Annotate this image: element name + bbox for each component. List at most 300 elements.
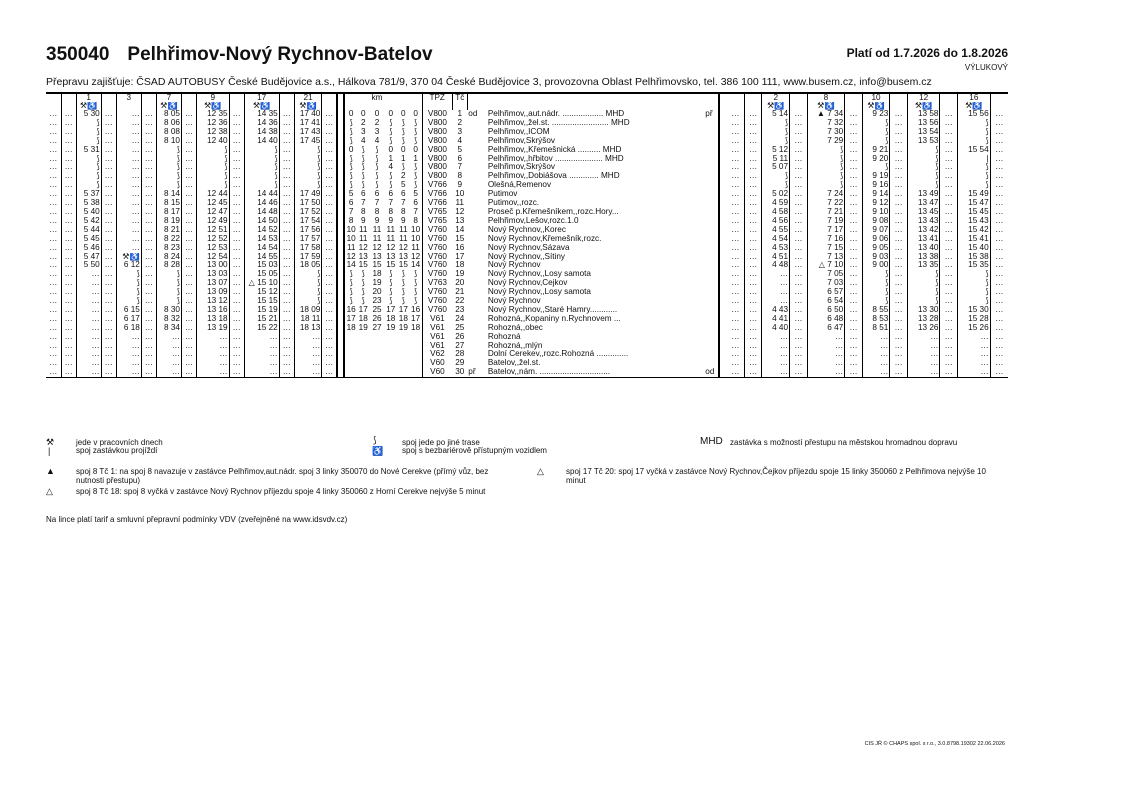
time-cell: … — [790, 119, 808, 128]
km-cell: 7 — [388, 199, 394, 208]
time-cell: … — [229, 181, 244, 190]
spacer-cell — [719, 306, 727, 315]
time-cell: … — [116, 155, 141, 164]
km-cell: ⟆ — [361, 279, 365, 288]
time-cell: … — [101, 155, 116, 164]
time-cell: … — [940, 217, 958, 226]
table-row — [46, 208, 1008, 217]
spacer-cell — [337, 333, 345, 342]
arrival-marker-cell — [704, 297, 719, 306]
spacer-cell — [719, 279, 727, 288]
time-cell: 9 06 — [862, 235, 890, 244]
timetable-table — [46, 94, 1008, 377]
time-cell: … — [790, 359, 808, 368]
km-cell: 8 — [388, 207, 394, 216]
time-cell: 6 12 — [116, 261, 141, 270]
time-cell: … — [49, 288, 58, 297]
time-cell: … — [862, 333, 890, 342]
km-cell: 19 — [398, 323, 408, 332]
time-cell: … — [229, 359, 244, 368]
km-cell: 15 — [386, 261, 396, 270]
time-cell: 13 16 — [196, 306, 229, 315]
time-cell: … — [744, 261, 762, 270]
time-cell: … — [116, 333, 141, 342]
tpz-header-cell: TPZ — [422, 94, 452, 102]
km-cell: ⟆ — [344, 155, 357, 164]
time-cell: … — [116, 368, 141, 377]
tpz-header-cell — [422, 102, 452, 110]
time-cell: … — [845, 208, 863, 217]
time-cell: 8 53 — [862, 315, 890, 324]
time-cell: … — [790, 350, 808, 359]
km-cell: 0 — [344, 110, 357, 119]
km-cell: ⟆ — [375, 154, 379, 163]
time-cell: … — [790, 110, 808, 119]
km-cell: ⟆ — [414, 172, 418, 181]
spacer-cell — [719, 368, 727, 377]
time-cell: … — [61, 306, 76, 315]
time-cell: 8 28 — [156, 261, 181, 270]
trip-header-cell: ⚒♿ — [244, 102, 279, 110]
time-cell: … — [279, 155, 294, 164]
time-cell: … — [49, 234, 58, 243]
departure-marker-cell — [467, 199, 485, 208]
time-cell: 7 24 — [807, 190, 845, 199]
time-cell: … — [116, 119, 141, 128]
time-cell: … — [156, 333, 181, 342]
time-cell: … — [790, 279, 808, 288]
time-cell: 12 53 — [196, 244, 229, 253]
time-cell: … — [141, 279, 156, 288]
time-cell: ⟆ — [244, 181, 279, 190]
time-cell: … — [845, 253, 863, 262]
time-cell: … — [101, 128, 116, 137]
time-cell: … — [731, 341, 740, 350]
time-cell: 5 42 — [76, 217, 101, 226]
time-cell: … — [279, 208, 294, 217]
time-cell: … — [101, 244, 116, 253]
time-cell: … — [322, 244, 337, 253]
time-cell: … — [744, 181, 762, 190]
spacer-cell — [337, 368, 345, 377]
time-cell: … — [61, 146, 76, 155]
time-cell: … — [907, 333, 940, 342]
time-cell: … — [116, 181, 141, 190]
time-cell: … — [990, 235, 1008, 244]
spacer-cell — [719, 359, 727, 368]
station-name: Pelhřimov,,Dobiášova ............. MHD — [487, 172, 620, 181]
km-cell: 6 — [344, 199, 357, 208]
time-cell: … — [940, 226, 958, 235]
legend-note-1: spoj 8 Tč 1: na spoj 8 navazuje v zastávce Pelhřimov,aut.nádr. spoj 3 linky 350070 do Nové Cerekve (přímý vůz, bez nutnosti přestupu) — [76, 467, 489, 485]
time-cell: 17 59 — [294, 253, 322, 262]
time-cell: 4 55 — [762, 226, 790, 235]
arrival-marker-cell — [704, 261, 719, 270]
time-cell: … — [731, 297, 740, 306]
time-cell: … — [322, 146, 337, 155]
time-cell: 15 43 — [958, 217, 991, 226]
station-name: Rohozná,,Kopaniny n.Rychnovem ... — [487, 314, 621, 323]
time-cell: … — [279, 119, 294, 128]
spacer-cell — [337, 235, 345, 244]
time-cell: … — [279, 190, 294, 199]
time-cell: … — [744, 288, 762, 297]
time-cell: 14 46 — [244, 199, 279, 208]
station-name: Pelhřimov,Skrýšov — [487, 163, 555, 172]
time-cell: … — [61, 235, 76, 244]
time-cell: … — [279, 244, 294, 253]
time-cell: ⟆ — [762, 128, 790, 137]
trip-header-cell: 8 — [807, 94, 845, 102]
arrival-marker-cell — [704, 128, 719, 137]
time-cell: 4 51 — [762, 253, 790, 262]
trip-header-cell — [181, 102, 196, 110]
time-cell: … — [61, 155, 76, 164]
time-cell: … — [294, 368, 322, 377]
time-cell: … — [744, 119, 762, 128]
trip-header-cell — [279, 94, 294, 102]
station-name: Olešná,Remenov — [487, 181, 552, 190]
time-cell: … — [940, 368, 958, 377]
time-cell: ⟆ — [244, 172, 279, 181]
time-cell: 8 23 — [156, 244, 181, 253]
time-cell: … — [181, 253, 196, 262]
km-cell: 11 — [386, 234, 396, 243]
arrival-marker-cell — [704, 359, 719, 368]
time-cell: … — [890, 288, 908, 297]
spacer-cell — [337, 270, 345, 279]
time-cell: … — [101, 119, 116, 128]
time-cell: ⟆ — [807, 155, 845, 164]
arrival-marker-cell — [704, 163, 719, 172]
time-cell: … — [279, 306, 294, 315]
departure-marker-cell — [467, 350, 485, 359]
time-cell: … — [101, 172, 116, 181]
departure-marker-cell — [467, 253, 485, 262]
time-cell: … — [322, 342, 337, 351]
table-row — [46, 324, 1008, 333]
time-cell: … — [731, 279, 740, 288]
time-cell: … — [845, 342, 863, 351]
time-cell: 13 54 — [907, 128, 940, 137]
time-cell: … — [890, 226, 908, 235]
time-cell: … — [61, 359, 76, 368]
trip-header-cell: 1 — [76, 94, 101, 102]
stop-number-cell: 25 — [455, 323, 465, 332]
arrival-marker-cell — [704, 315, 719, 324]
time-cell: … — [731, 288, 740, 297]
station-header-cell — [704, 94, 719, 102]
time-cell: … — [790, 324, 808, 333]
spacer-cell — [719, 146, 727, 155]
km-cell: 2 — [401, 172, 406, 181]
time-cell: ⟆ — [862, 163, 890, 172]
time-cell: … — [744, 110, 762, 119]
km-cell: ⟆ — [361, 163, 365, 172]
time-cell: 8 51 — [862, 324, 890, 333]
station-name: Rohozná,,obec — [487, 323, 543, 332]
table-row — [46, 146, 1008, 155]
trip-header-cell: ⚒♿ — [156, 102, 181, 110]
time-cell: … — [279, 181, 294, 190]
km-cell: 2 — [374, 118, 380, 127]
time-cell: … — [744, 270, 762, 279]
time-cell: 13 56 — [907, 119, 940, 128]
table-row — [46, 244, 1008, 253]
departure-marker-cell — [467, 128, 485, 137]
time-cell: … — [49, 359, 58, 368]
time-cell: … — [731, 314, 740, 323]
time-cell: 8 24 — [156, 253, 181, 262]
km-cell: 11 — [372, 225, 382, 234]
time-cell: 5 12 — [762, 146, 790, 155]
stop-number-cell: 7 — [457, 163, 463, 172]
km-cell: ⟆ — [344, 128, 357, 137]
spacer-cell — [719, 253, 727, 262]
time-cell: ⟆ — [156, 297, 181, 306]
time-cell: … — [116, 146, 141, 155]
time-cell: 12 49 — [196, 217, 229, 226]
km-cell: 23 — [372, 297, 382, 306]
time-cell: … — [229, 279, 244, 288]
time-cell: … — [181, 119, 196, 128]
time-cell: … — [845, 128, 863, 137]
km-header-cell — [385, 94, 398, 102]
time-cell: 6 54 — [807, 297, 845, 306]
time-cell: … — [141, 350, 156, 359]
time-cell: … — [322, 235, 337, 244]
time-cell: 9 00 — [862, 261, 890, 270]
spacer-cell — [719, 119, 727, 128]
tpz-cell: V800 — [422, 119, 452, 128]
km-cell: ⟆ — [344, 181, 357, 190]
stop-number-cell: 10 — [455, 190, 465, 199]
arrival-marker-cell — [704, 146, 719, 155]
time-cell: … — [61, 288, 76, 297]
km-cell: 7 — [344, 208, 357, 217]
time-cell: … — [279, 253, 294, 262]
tpz-cell: V60 — [422, 359, 452, 368]
time-cell: … — [279, 324, 294, 333]
time-cell: … — [940, 306, 958, 315]
time-cell: … — [862, 342, 890, 351]
time-cell: … — [279, 297, 294, 306]
time-cell: … — [229, 208, 244, 217]
departure-marker-cell — [467, 172, 485, 181]
time-cell: … — [229, 172, 244, 181]
time-cell: … — [229, 333, 244, 342]
time-cell: … — [322, 137, 337, 146]
time-cell: … — [862, 368, 890, 377]
km-cell: 8 — [401, 207, 406, 216]
time-cell: … — [141, 217, 156, 226]
time-cell: … — [322, 333, 337, 342]
time-cell: … — [101, 217, 116, 226]
table-row — [46, 181, 1008, 190]
departure-marker-cell — [467, 244, 485, 253]
time-cell: ⟆ — [196, 172, 229, 181]
time-cell: … — [116, 350, 141, 359]
time-cell: 13 19 — [196, 324, 229, 333]
station-header-cell — [485, 102, 704, 110]
trip-header-cell — [790, 102, 808, 110]
km-cell — [385, 350, 398, 359]
time-cell: … — [229, 128, 244, 137]
time-cell: … — [61, 226, 76, 235]
km-cell: ⟆ — [414, 163, 418, 172]
trip-header-cell: 7 — [156, 94, 181, 102]
table-row — [46, 137, 1008, 146]
stop-number-cell: 9 — [457, 181, 463, 190]
passes-icon: | — [48, 446, 51, 456]
time-cell: 15 40 — [958, 244, 991, 253]
time-cell: … — [890, 350, 908, 359]
km-cell: 10 — [344, 226, 357, 235]
time-cell: … — [116, 190, 141, 199]
km-cell: 17 — [386, 305, 396, 314]
time-cell: … — [49, 136, 58, 145]
station-name: Batelov,,žel.st. — [487, 359, 541, 368]
time-cell: … — [156, 350, 181, 359]
legend-other-route: spoj jede po jiné trase — [402, 438, 480, 447]
time-cell: … — [731, 359, 740, 368]
stop-number-cell: 6 — [457, 154, 463, 163]
time-cell: … — [101, 288, 116, 297]
time-cell: … — [141, 253, 156, 262]
arrival-marker-cell — [704, 306, 719, 315]
km-cell: 5 — [413, 190, 418, 199]
time-cell: … — [61, 199, 76, 208]
time-cell: 12 45 — [196, 199, 229, 208]
time-cell: … — [61, 119, 76, 128]
time-cell: … — [244, 342, 279, 351]
time-cell: … — [181, 190, 196, 199]
time-cell: 13 00 — [196, 261, 229, 270]
time-cell: … — [322, 110, 337, 119]
time-cell: 17 49 — [294, 190, 322, 199]
time-cell: 5 40 — [76, 208, 101, 217]
time-cell: … — [790, 368, 808, 377]
time-cell: 4 58 — [762, 208, 790, 217]
trip-header-cell: ⚒♿ — [294, 102, 322, 110]
table-row — [46, 270, 1008, 279]
time-cell: 14 50 — [244, 217, 279, 226]
km-cell: 13 — [372, 252, 382, 261]
time-cell: 14 40 — [244, 137, 279, 146]
time-cell: 14 53 — [244, 235, 279, 244]
time-cell: 12 51 — [196, 226, 229, 235]
time-cell: … — [49, 110, 58, 118]
arrival-marker-cell — [704, 226, 719, 235]
time-cell: 9 05 — [862, 244, 890, 253]
time-cell: … — [181, 199, 196, 208]
time-cell: … — [196, 333, 229, 342]
time-cell: 18 11 — [294, 315, 322, 324]
time-cell: … — [181, 208, 196, 217]
time-cell: … — [744, 137, 762, 146]
time-cell: … — [279, 137, 294, 146]
time-cell: … — [141, 181, 156, 190]
time-cell: 4 43 — [762, 306, 790, 315]
time-cell: 15 42 — [958, 226, 991, 235]
time-cell: ⟆ — [294, 297, 322, 306]
km-cell: 7 — [401, 199, 406, 208]
time-cell: 9 07 — [862, 226, 890, 235]
time-cell: 18 13 — [294, 324, 322, 333]
km-cell: ⟆ — [389, 127, 393, 136]
time-cell: … — [890, 368, 908, 377]
time-cell: … — [731, 118, 740, 127]
time-cell: … — [790, 235, 808, 244]
time-cell: … — [279, 128, 294, 137]
time-cell: ⟆ — [76, 137, 101, 146]
time-cell: 14 55 — [244, 253, 279, 262]
time-cell: … — [116, 172, 141, 181]
km-cell: 18 — [386, 314, 396, 323]
spacer-cell — [337, 342, 345, 351]
time-cell: … — [76, 297, 101, 306]
time-cell: △ 15 10 — [244, 279, 279, 288]
trip-header-cell — [845, 94, 863, 102]
trip-header-cell: ⚒♿ — [762, 102, 790, 110]
time-cell: … — [845, 288, 863, 297]
km-cell: 13 — [358, 252, 368, 261]
km-cell: 12 — [386, 243, 396, 252]
time-cell: … — [940, 137, 958, 146]
spacer-cell — [337, 359, 345, 368]
time-cell: … — [61, 324, 76, 333]
spacer-cell — [719, 261, 727, 270]
trip-header-cell — [61, 102, 76, 110]
station-name: Nový Rychnov,Čejkov — [487, 279, 568, 288]
time-cell: 12 35 — [196, 110, 229, 119]
time-cell: … — [229, 297, 244, 306]
time-cell: 7 05 — [807, 270, 845, 279]
time-cell: 8 10 — [156, 137, 181, 146]
km-header-cell — [410, 102, 423, 110]
time-cell: … — [790, 261, 808, 270]
note1-icon: ▲ — [46, 466, 55, 476]
time-cell: ⟆ — [294, 146, 322, 155]
time-cell: … — [790, 146, 808, 155]
km-cell — [385, 359, 398, 368]
km-cell — [344, 342, 357, 351]
time-cell: … — [845, 359, 863, 368]
time-cell: ⟆ — [907, 163, 940, 172]
time-cell: 6 47 — [807, 324, 845, 333]
spacer-cell — [719, 297, 727, 306]
km-cell: 11 — [399, 225, 408, 234]
stop-number-cell: 1 — [457, 110, 463, 118]
time-cell: … — [116, 359, 141, 368]
time-cell: 13 07 — [196, 279, 229, 288]
time-cell: … — [181, 359, 196, 368]
time-cell: … — [181, 315, 196, 324]
time-cell: 9 20 — [862, 155, 890, 164]
km-cell: 11 — [358, 225, 368, 234]
tpz-cell: V800 — [422, 163, 452, 172]
time-cell: 17 56 — [294, 226, 322, 235]
time-cell: … — [141, 226, 156, 235]
time-cell: … — [49, 145, 58, 154]
time-cell: … — [101, 181, 116, 190]
spacer-cell — [719, 235, 727, 244]
time-cell: 15 47 — [958, 199, 991, 208]
time-cell: … — [279, 315, 294, 324]
time-cell: … — [229, 235, 244, 244]
time-cell: ⟆ — [907, 146, 940, 155]
km-cell — [344, 359, 357, 368]
